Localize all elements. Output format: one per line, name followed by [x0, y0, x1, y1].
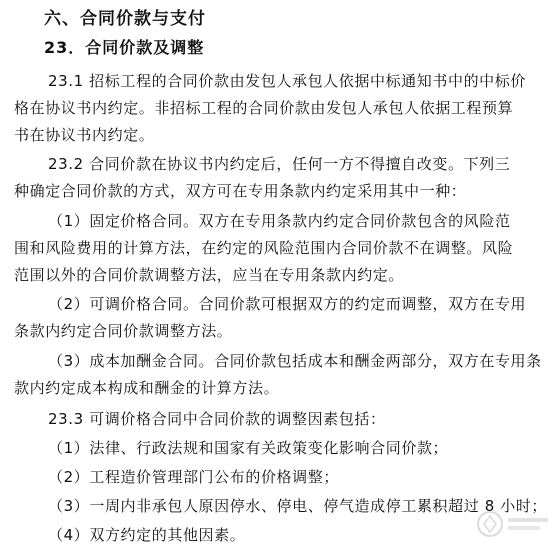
section-heading: 六、合同价款与支付 — [44, 9, 206, 29]
paragraph-line: 条款内约定合同价款调整方法。 — [14, 322, 233, 340]
paragraph-line: 范围以外的合同价款调整方法，应当在专用条款内约定。 — [14, 266, 405, 284]
paragraph-line: （4）双方约定的其他因素。 — [48, 526, 246, 544]
paragraph-line: 围和风险费用的计算方法，在约定的风险范围内合同价款不在调整。风险 — [14, 239, 514, 257]
paragraph-line: （1）固定价格合同。双方在专用条款内约定合同价款包含的风险范 — [48, 212, 511, 230]
paragraph-line: 款内约定成本构成和酬金的计算方法。 — [14, 379, 280, 397]
paragraph-line: 书在协议书内约定。 — [14, 126, 155, 144]
paragraph-line: 23.2 合同价款在协议书内约定后，任何一方不得擅自改变。下列三 — [48, 155, 511, 173]
paragraph-line: 23.1 招标工程的合同价款由发包人承包人依据中标通知书中的中标价 — [48, 72, 526, 90]
paragraph-line: 格在协议书内约定。非招标工程的合同价款由发包人承包人依据工程预算 — [14, 99, 514, 117]
watermark-logo-icon — [474, 506, 554, 542]
paragraph-line: （2）工程造价管理部门公布的价格调整； — [48, 468, 339, 486]
paragraph-line: （3）一周内非承包人原因停水、停电、停气造成停工累积超过 8 小时； — [48, 497, 548, 515]
paragraph-line: （3）成本加酬金合同。合同价款包括成本和酬金两部分，双方在专用条 — [48, 352, 542, 370]
paragraph-line: （2）可调价格合同。合同价款可根据双方的约定而调整，双方在专用 — [48, 295, 527, 313]
paragraph-line: 23.3 可调价格合同中合同价款的调整因素包括： — [48, 410, 386, 428]
paragraph-line: 种确定合同价款的方式，双方可在专用条款内约定采用其中一种： — [14, 182, 467, 200]
subsection-heading: 23．合同价款及调整 — [44, 38, 205, 57]
paragraph-line: （1）法律、行政法规和国家有关政策变化影响合同价款； — [48, 439, 449, 457]
